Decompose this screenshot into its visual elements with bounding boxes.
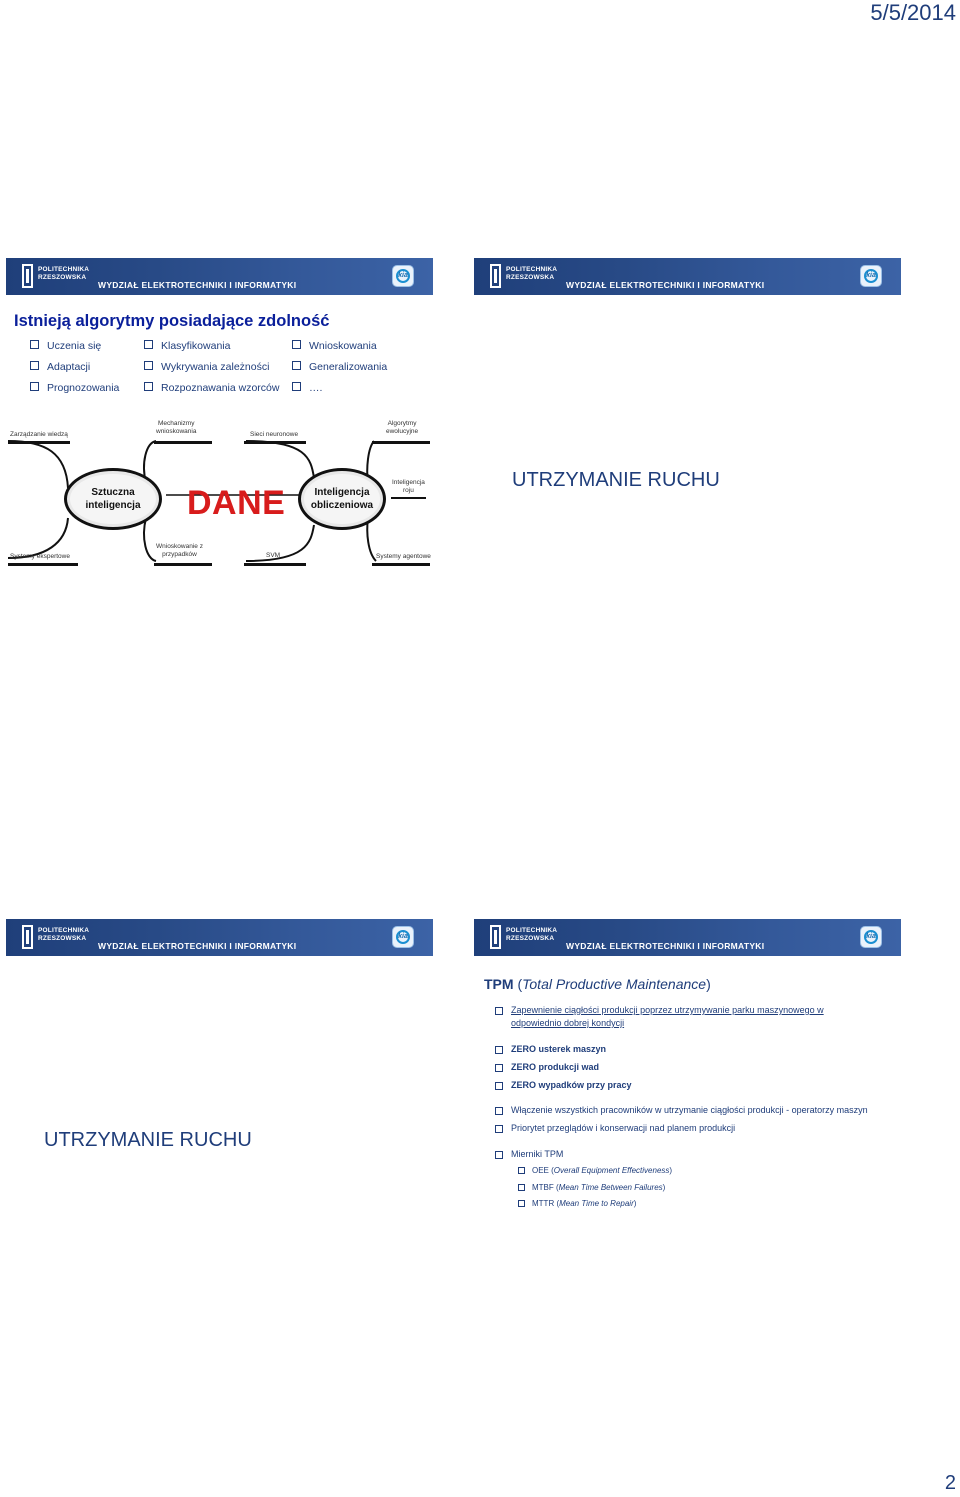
faculty-name: WYDZIAŁ ELEKTROTECHNIKI I INFORMATYKI [98,280,297,290]
mindmap-label: Algorytmy ewolucyjne [386,420,419,435]
mindmap-center-text: DANE [187,484,286,522]
mindmap-circle-left: Sztuczna inteligencja [64,468,162,530]
list-item: …. [292,382,322,394]
slide-4 [474,919,901,1244]
slide-title: UTRZYMANIE RUCHU [512,469,720,491]
mindmap-bar [372,441,430,444]
list-item: Zapewnienie ciągłości produkcji poprzez utrzymywanie parku maszynowego w odpowiednio dobrej kondycji [511,1004,856,1030]
list-item: ZERO produkcji wad [511,1062,600,1072]
mindmap-label: Inteligencja roju [392,479,425,494]
mindmap-bar [372,563,430,566]
slide-title: UTRZYMANIE RUCHU [44,1129,252,1151]
list-item: Włączenie wszystkich pracowników w utrzymanie ciągłości produkcji - operatorzy maszyn [511,1105,868,1115]
university-logo-icon [22,925,33,949]
faculty-name: WYDZIAŁ ELEKTROTECHNIKI I INFORMATYKI [566,280,765,290]
list-item: Klasyfikowania [144,340,230,352]
list-item: ZERO wypadków przy pracy [511,1080,632,1090]
mindmap-label: Zarządzanie wiedzą [10,431,68,438]
university-name: POLITECHNIKA RZESZOWSKA [38,927,90,942]
page-number: 2 [944,1472,956,1494]
university-name: POLITECHNIKA RZESZOWSKA [506,927,558,942]
mindmap-bar [8,441,70,444]
faculty-name: WYDZIAŁ ELEKTROTECHNIKI I INFORMATYKI [98,941,297,951]
kia-logo-icon: kia [392,926,414,948]
slide-title: Istnieją algorytmy posiadające zdolność [14,312,330,330]
kia-logo-icon: kia [392,265,414,287]
mindmap-circle-right: Inteligencja obliczeniowa [298,468,386,530]
university-logo-icon [22,264,33,288]
slide-1 [6,258,433,583]
list-item: Mierniki TPM [511,1149,564,1159]
mindmap-label: SVM [266,552,281,559]
list-item: ZERO usterek maszyn [511,1044,607,1054]
mindmap-bar [154,563,212,566]
document-date: 5/5/2014 [870,0,956,25]
list-item: Priorytet przeglądów i konserwacji nad planem produkcji [511,1123,736,1133]
slide-banner [474,919,901,956]
university-name: POLITECHNIKA RZESZOWSKA [38,266,90,281]
kia-logo-icon: kia [860,926,882,948]
slide-banner [474,258,901,295]
slide-2 [474,258,901,583]
list-item: Uczenia się [30,340,101,352]
university-logo-icon [490,264,501,288]
list-item: Wnioskowania [292,340,377,352]
mindmap-bar [154,441,212,444]
list-item: Rozpoznawania wzorców [144,382,279,394]
slide-title: TPM (Total Productive Maintenance) [484,976,711,992]
list-item: MTBF (Mean Time Between Failures) [532,1183,666,1192]
mindmap-label: Sieci neuronowe [250,431,299,438]
slide-banner [6,919,433,956]
list-item: MTTR (Mean Time to Repair) [532,1199,637,1208]
mindmap-label: Systemy ekspertowe [10,553,70,560]
mindmap-label: Wnioskowanie z przypadków [156,543,203,558]
list-item: Wykrywania zależności [144,361,269,373]
mindmap-bar [244,441,306,444]
slide-3 [6,919,433,1244]
list-item: Adaptacji [30,361,90,373]
university-logo-icon [490,925,501,949]
mindmap-label: Systemy agentowe [376,553,431,560]
list-item: Prognozowania [30,382,119,394]
mindmap-bar [244,563,306,566]
mindmap-label: Mechanizmy wnioskowania [156,420,197,435]
list-item: Generalizowania [292,361,387,373]
faculty-name: WYDZIAŁ ELEKTROTECHNIKI I INFORMATYKI [566,941,765,951]
list-item: OEE (Overall Equipment Effectiveness) [532,1166,673,1175]
university-name: POLITECHNIKA RZESZOWSKA [506,266,558,281]
kia-logo-icon: kia [860,265,882,287]
slide-banner [6,258,433,295]
mindmap-bar [8,563,78,566]
